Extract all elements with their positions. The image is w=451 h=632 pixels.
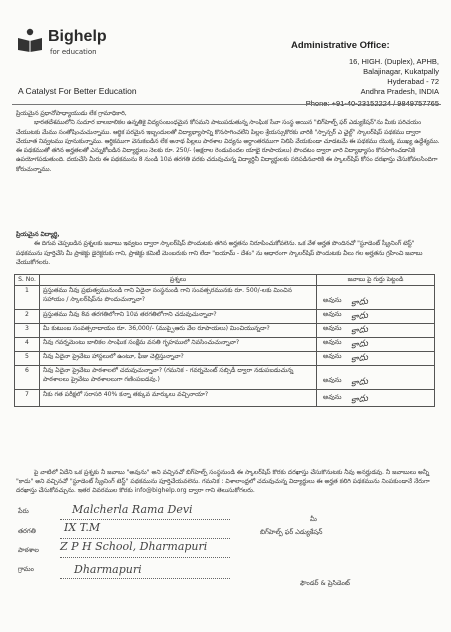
column-header: ప్రశ్నలు (40, 275, 317, 286)
table-row (15, 352, 435, 366)
header-divider (12, 104, 441, 105)
table-row (15, 390, 435, 407)
office-line: Balajinagar, Kukatpally (363, 67, 439, 76)
brand-subtitle: for education (50, 48, 97, 56)
school-line (60, 557, 230, 558)
office-title: Administrative Office: (291, 40, 390, 51)
handwritten-mark: కాదు (350, 310, 369, 324)
village-label: గ్రామం (18, 565, 34, 573)
answer-yes: అవును (323, 352, 342, 360)
class-value[interactable]: IX T.M (64, 521, 101, 534)
answer-yes: అవును (323, 296, 342, 304)
closing-paragraph: పై వాటిలో ఏదేని ఒక ప్రశ్నకు నీ జవాబు "అవును" అని వచ్చినచో బిగ్‌హెల్ప్ సంస్థనుండి ఈ స్కాలర్‌షిప్ కొరకు దరఖాస్తు చేసుకొనుటకు నీవు అనర్హుడవు. నీ జవాబులు అన్నీ "కాదు" అని వచ్చినచో "స్టూడెంట్ స్క్రీనింగ్ టెస్ట్" పథకమును పూర్తిచేయవలెను. గమనిక : విశాలాంధ్రలో చదువుచున్న విద్యార్థులు ఈ అర్హత కలిగి పథకమును నింపకుండానే నేరుగా దరఖాస్తు చేసుకోవచ్చును. ఇతర వివరముల కొరకు info@bighelp.org ద్వారా గాని తెలుసుకోగలరు. (16, 469, 430, 495)
office-phone: Phone: +91-40-23152224 / 9849757765 (305, 99, 439, 108)
organization-name: బిగ్‌హెల్ప్ ఫర్ ఎడ్యుకేషన్ (260, 528, 323, 536)
office-address (269, 40, 439, 109)
answer-cell[interactable] (317, 324, 435, 338)
handwritten-mark: కాదు (350, 296, 369, 310)
handwritten-mark: కాదు (350, 393, 369, 407)
handwritten-mark: కాదు (350, 376, 369, 390)
row-number: 6 (15, 366, 40, 390)
handwritten-mark: కాదు (350, 352, 369, 366)
question-cell: నీవు ఏదైనా ప్రైవేటు హాస్టలులో ఉంటూ, ఫీజు చెల్లిస్తున్నావా? (40, 352, 317, 366)
question-cell: మీ కుటుంబ సంవత్సరాదాయం రూ. 36,000/- (ముప్పైఆరు వేల రూపాయలు) మించియున్నదా? (40, 324, 317, 338)
class-label: తరగతి (18, 527, 36, 535)
student-section (16, 230, 440, 267)
question-cell: ప్రస్తుతము నీవు ప్రభుత్వమునుండి గాని ఏదైనా సంస్థనుండి గాని సంవత్సరమునకు రూ. 500/-లకు మించిన సహాయం / స్కాలర్‌షిప్‌ను పొందుచున్నావా? (40, 286, 317, 310)
office-line: 16, HIGH. (Duplex), APHB, (348, 57, 439, 66)
table-row (15, 286, 435, 310)
answer-yes: అవును (323, 310, 342, 318)
answer-cell[interactable] (317, 366, 435, 390)
row-number: 7 (15, 390, 40, 407)
row-number: 2 (15, 310, 40, 324)
answer-cell[interactable] (317, 338, 435, 352)
column-header: జవాబు పై గుర్తు పెట్టండి (317, 275, 435, 286)
eligibility-table (14, 274, 435, 407)
office-line: Andhra Pradesh, INDIA (360, 87, 439, 96)
school-label: పాఠశాల (18, 546, 39, 554)
row-number: 4 (15, 338, 40, 352)
handwritten-mark: కాదు (350, 338, 369, 352)
brand-name: Bighelp (48, 28, 107, 45)
answer-yes: అవును (323, 376, 342, 384)
column-header: S. No. (15, 275, 40, 286)
student-paragraph: ఈ దిగువ చెప్పబడిన ప్రశ్నలకు జవాబు ఇవ్వటం ద్వారా స్కాలర్‌షిప్ పొందుటకు తగిన అర్హతను నిరూపించుకోవలెను. ఒక వేళ అర్హత పొందినచో "స్టూడెంట్ స్క్రీనింగ్ టెస్ట్" పథకమును పూర్తిచేసి మీ ప్రాజెక్టు డైరెక్టరుకు గాని, ప్రాజెక్టు కమిటీ మెంబరుకు గాని లేదా "ఐయామ్ - దేశం" ను ఆధారంగా స్కాలర్‌షిప్ పొందుటకు వీలు గల అర్హతను గ్రహించి జవాబు చేయుకోగలరు. (16, 240, 423, 266)
table-row (15, 366, 435, 390)
question-cell: నీవు ఏదైనా ప్రైవేటు పాఠశాలలో చదువుచున్నావా? (గమనిక - గవర్నమెంట్ సబ్సిడీ ద్వారా నడుపబడుచున్న పాఠశాలలు ప్రైవేటు పాఠశాలలుగా గణింపబడవు.) (40, 366, 317, 390)
intro-section (16, 109, 440, 174)
table-row (15, 338, 435, 352)
answer-yes: అవును (323, 393, 342, 401)
book-reader-logo-icon (17, 28, 43, 52)
table-header-row (15, 275, 435, 286)
row-number: 3 (15, 324, 40, 338)
question-cell: నీవు గవర్నమెంటు బాలికల సాంఘిక సంక్షేమ వసతి గృహములో నివసించుచున్నావా? (40, 338, 317, 352)
intro-paragraph: భారతదేశములోని సుదూర బాలబాలికల ఉన్నతికై విద్యసంబంధమైన కోసమని పాటుపడుతున్న సాంఘిక సేవా సంస్థ అయిన "బిగ్‌హెల్ప్ ఫర్ ఎడ్యుకేషన్"ను మీకు పరిచయం చేయుటకు మేము సంతోషించుచున్నాము. ఆర్థిక పరమైన ఇబ్బందులతో విద్యాభ్యాసాన్ని కొనసాగించలేని పిల్లల శ్రేయస్సుకొరకు వారికి "స్పాన్సర్ ఎ ఛైల్డ్" స్కాలర్‌షిప్ పథకము ద్వారా చేయూత నివ్వటము పూనుకున్నాము. ఆర్థికముగా వెనుకబడిన లేక అనాథ పిల్లలు పాఠశాల విద్యను అర్థాంతరముగా నిలిపి వేయకుండా చూడటమే ఈ పథకము యొక్క ముఖ్య ఉద్దేశ్యము. ఈ పథకముతో తగిన అర్హతలతో ఎన్నుకోబడిన విద్యార్థులు నెలకు రూ. 250/- (అక్షరాల రెండువందల యాభై రూపాయలు) పొందటం ద్వారా వారి విద్యాభ్యాసం కొనసాగించడానికి ఉపయోగపడుతుంది. దయచేసి మీరు ఈ పథకమును 8 నుండి 10వ తరగతి వరకు చదువుచున్న విద్యార్థినీ విద్యార్థులకు సరిపడినవారికి ఈ స్కాలర్‌షిప్ కోసం దరఖాస్తు చేసుకోవలసిందిగా కోరుచున్నాము. (16, 119, 440, 173)
founder-title: ఫౌండర్ & ప్రెసిడెంట్ (300, 579, 350, 587)
closing-salutation: మీ (310, 515, 317, 523)
row-number: 5 (15, 352, 40, 366)
school-value[interactable]: Z P H School, Dharmapuri (60, 540, 208, 553)
table-row (15, 324, 435, 338)
question-cell: నీకు గత పరీక్షలో సరాసరి 40% కన్నా తక్కువ మార్కులు వచ్చినాయా? (40, 390, 317, 407)
answer-cell[interactable] (317, 390, 435, 407)
question-cell: ప్రస్తుతము నీవు 8వ తరగతిలోగాని 10వ తరగతిలోగాని చదువుచున్నావా? (40, 310, 317, 324)
village-value[interactable]: Dharmapuri (74, 563, 142, 576)
name-line (60, 519, 230, 520)
answer-cell[interactable] (317, 352, 435, 366)
name-label: పేరు (18, 507, 29, 515)
tagline: A Catalyst For Better Education (18, 86, 137, 96)
answer-yes: అవును (323, 324, 342, 332)
table-row (15, 310, 435, 324)
village-line (60, 578, 230, 579)
row-number: 1 (15, 286, 40, 310)
handwritten-mark: కాదు (350, 324, 369, 338)
name-value[interactable]: Malcherla Rama Devi (72, 503, 193, 516)
answer-cell[interactable] (317, 310, 435, 324)
answer-cell[interactable] (317, 286, 435, 310)
answer-yes: అవును (323, 338, 342, 346)
office-line: Hyderabad - 72 (387, 77, 439, 86)
greeting: ప్రియమైన ప్రధానోపాధ్యాయుడు లేక గ్రామాధికారి, (16, 110, 127, 117)
class-line (60, 538, 230, 539)
student-greeting: ప్రియమైన విద్యార్థి, (16, 231, 60, 238)
